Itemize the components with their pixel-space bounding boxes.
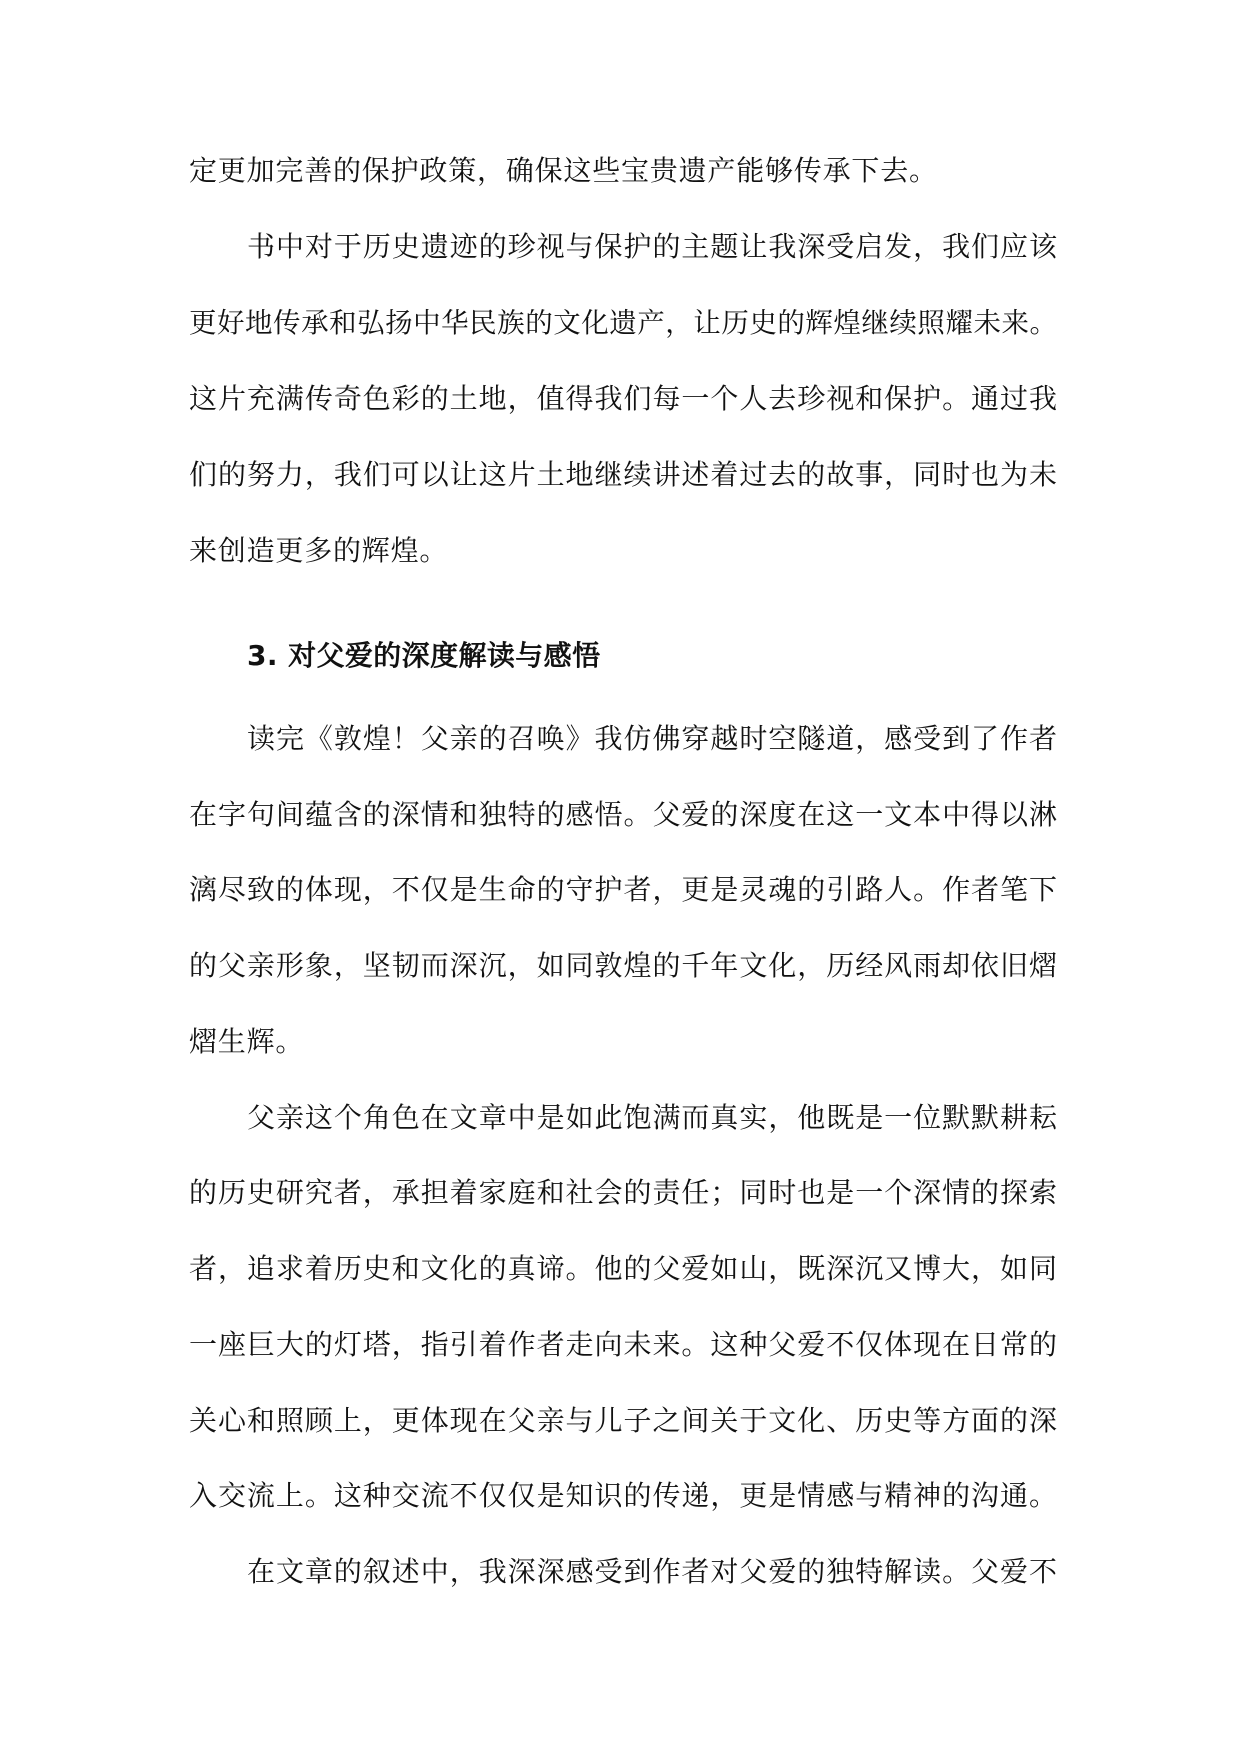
paragraph-line: 更好地传承和弘扬中华民族的文化遗产，让历史的辉煌继续照耀未来。 [189, 307, 1057, 339]
paragraph-line: 定更加完善的保护政策，确保这些宝贵遗产能够传承下去。 [189, 154, 938, 187]
section-heading: 3. 对父爱的深度解读与感悟 [247, 639, 601, 672]
paragraph-line: 入交流上。这种交流不仅仅是知识的传递，更是情感与精神的沟通。 [189, 1479, 1057, 1512]
paragraph-line: 在文章的叙述中，我深深感受到作者对父爱的独特解读。父爱不 [247, 1555, 1057, 1588]
paragraph-line: 在字句间蕴含的深情和独特的感悟。父爱的深度在这一文本中得以淋 [189, 798, 1057, 831]
paragraph-line: 读完《敦煌！父亲的召唤》我仿佛穿越时空隧道，感受到了作者 [247, 722, 1057, 755]
paragraph-line: 的历史研究者，承担着家庭和社会的责任；同时也是一个深情的探索 [189, 1176, 1057, 1209]
paragraph-line: 来创造更多的辉煌。 [189, 534, 449, 567]
paragraph-line: 一座巨大的灯塔，指引着作者走向未来。这种父爱不仅体现在日常的 [189, 1328, 1057, 1361]
paragraph-line: 书中对于历史遗迹的珍视与保护的主题让我深受启发，我们应该 [247, 230, 1057, 263]
paragraph-line: 的父亲形象，坚韧而深沉，如同敦煌的千年文化，历经风雨却依旧熠 [189, 949, 1057, 982]
paragraph-line: 者，追求着历史和文化的真谛。他的父爱如山，既深沉又博大，如同 [189, 1252, 1057, 1285]
paragraph-line: 们的努力，我们可以让这片土地继续讲述着过去的故事，同时也为未 [189, 458, 1057, 491]
paragraph-line: 父亲这个角色在文章中是如此饱满而真实，他既是一位默默耕耘 [247, 1101, 1057, 1134]
paragraph-line: 关心和照顾上，更体现在父亲与儿子之间关于文化、历史等方面的深 [189, 1404, 1057, 1437]
paragraph-line: 这片充满传奇色彩的土地，值得我们每一个人去珍视和保护。通过我 [189, 382, 1057, 415]
paragraph-line: 漓尽致的体现，不仅是生命的守护者，更是灵魂的引路人。作者笔下 [189, 873, 1057, 906]
paragraph-line: 熠生辉。 [189, 1025, 305, 1058]
